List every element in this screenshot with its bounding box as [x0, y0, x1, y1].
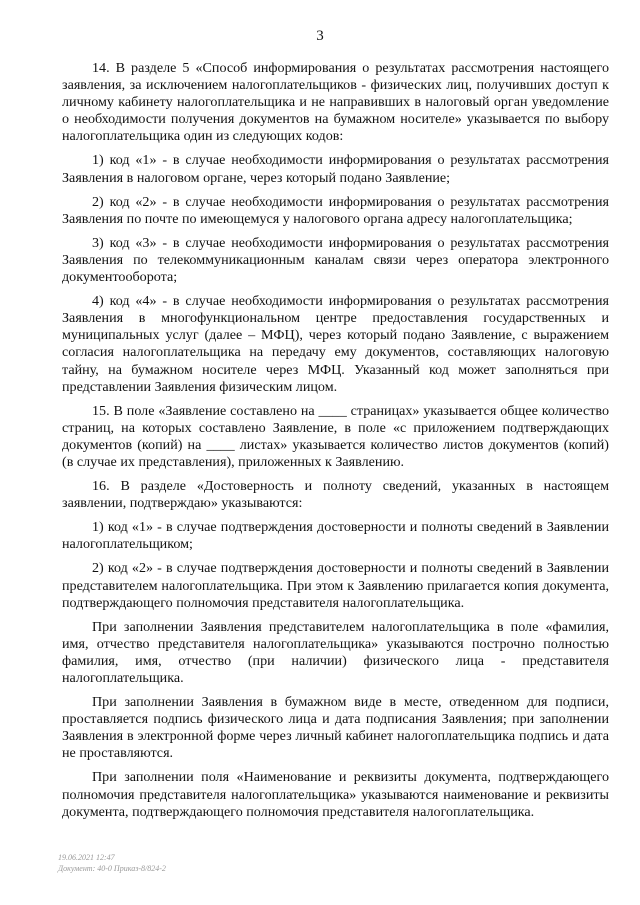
- paragraph-16-code-2: 2) код «2» - в случае подтверждения достоверности и полноты сведений в Заявлении представителем налогоплательщика. При этом к Заявлению прилагается копия документа, подтверждающего полномочия представителя налогоплательщика.: [62, 560, 609, 611]
- footer-document-ref: Документ: 40-0 Приказ-8/824-2: [58, 864, 166, 873]
- page-number: 3: [316, 28, 324, 44]
- paragraph-15: 15. В поле «Заявление составлено на ____ страницах» указывается общее количество страниц, на которых составлено Заявление, в поле «с приложением подтверждающих документов (копий) на ____ листах» указывается количество листов документов (копий) (в случае их представления), приложенных к Заявлению.: [62, 402, 609, 470]
- paragraph-14-code-4: 4) код «4» - в случае необходимости информирования о результатах рассмотрения Заявления в многофункциональном центре предоставления государственных и муниципальных услуг (далее – МФЦ), через который подано Заявление, с выражением согласия налогоплательщика на передачу ему документов, составляющих налоговую тайну, на бумажном носителе через МФЦ. Указанный код может заполняться при представлении Заявления физическим лицом.: [62, 293, 609, 395]
- paragraph-14-code-1: 1) код «1» - в случае необходимости информирования о результатах рассмотрения Заявления в налоговом органе, через который подано Заявление;: [62, 152, 609, 186]
- paragraph-representative-name: При заполнении Заявления представителем налогоплательщика в поле «фамилия, имя, отчество представителя налогоплательщика» указываются построчно полностью фамилия, имя, отчество (при наличии) физического лица - представителя налогоплательщика.: [62, 618, 609, 686]
- paragraph-authority-document: При заполнении поля «Наименование и реквизиты документа, подтверждающего полномочия представителя налогоплательщика» указываются наименование и реквизиты документа, подтверждающего полномочия представителя налогоплательщика.: [62, 769, 609, 820]
- paragraph-signature: При заполнении Заявления в бумажном виде в месте, отведенном для подписи, проставляется подпись физического лица и дата подписания Заявления; при заполнении Заявления в электронной форме через личный кабинет налогоплательщика подпись и дата не проставляются.: [62, 694, 609, 762]
- document-footer-stamp: [58, 852, 166, 874]
- paragraph-16: 16. В разделе «Достоверность и полноту сведений, указанных в настоящем заявлении, подтверждаю» указываются:: [62, 478, 609, 512]
- paragraph-16-code-1: 1) код «1» - в случае подтверждения достоверности и полноты сведений в Заявлении налогоплательщиком;: [62, 519, 609, 553]
- paragraph-14-code-2: 2) код «2» - в случае необходимости информирования о результатах рассмотрения Заявления по почте по имеющемуся у налогового органа адресу налогоплательщика;: [62, 193, 609, 227]
- document-body: [62, 60, 609, 821]
- paragraph-14-code-3: 3) код «3» - в случае необходимости информирования о результатах рассмотрения Заявления по телекоммуникационным каналам связи через оператора электронного документооборота;: [62, 234, 609, 286]
- footer-timestamp: 19.06.2021 12:47: [58, 853, 115, 862]
- paragraph-14: 14. В разделе 5 «Способ информирования о результатах рассмотрения настоящего заявления, за исключением налогоплательщиков - физических лиц, получивших доступ к личному кабинету налогоплательщика и не направивших в налоговый орган уведомление о необходимости получения документов на бумажном носителе» указывается по выбору налогоплательщика один из следующих кодов:: [62, 60, 609, 145]
